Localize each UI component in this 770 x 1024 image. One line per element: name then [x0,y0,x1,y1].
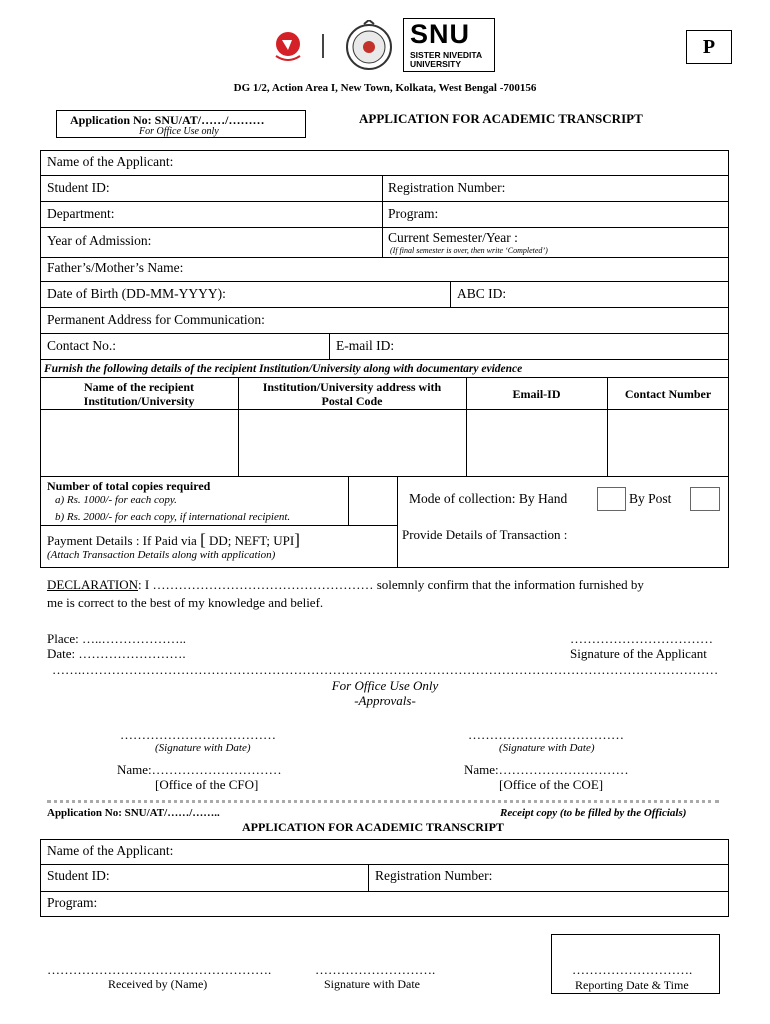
copies-option-b-text: Rs. 2000/- for each copy, if international recipient. [66,511,291,523]
current-semester-note: (If final semester is over, then write ‘Completed’) [390,246,548,255]
recipient-col-name-line1: Name of the recipient [83,380,195,394]
recipient-col-address-line1: Institution/University address with [262,380,442,394]
recipient-col-address [238,380,466,408]
department-label: Department: [47,206,115,221]
mode-collection-label: Mode of collection: By Hand [409,491,568,506]
form-title: APPLICATION FOR ACADEMIC TRANSCRIPT [359,111,643,126]
application-no-box [56,110,306,138]
snu-logo-line2: UNIVERSITY [410,59,462,69]
registration-label: Registration Number: [388,180,506,195]
dob-label: Date of Birth (DD-MM-YYYY): [47,286,226,301]
applicant-signature-dots: …………………………… [570,631,713,646]
receipt-signature-label: Signature with Date [324,977,420,991]
receipt-name-label: Name of the Applicant: [47,843,174,858]
snu-logo [403,18,495,72]
abc-id-label: ABC ID: [457,286,507,301]
cut-line [47,800,719,803]
declaration-text1: : I …………………………………………… solemnly confirm that the information furnished by [138,577,644,592]
cfo-name-field: Name:………………………… [117,762,282,777]
receipt-registration-label: Registration Number: [375,868,493,883]
university-seal [340,20,398,72]
application-no: Application No: SNU/AT/……/……… [70,113,265,127]
form-code-box [686,30,732,64]
coe-signature-label: (Signature with Date) [499,742,595,754]
copies-option-b-marker: b) [55,511,65,523]
by-post-label: By Post [629,491,672,506]
receipt-title: APPLICATION FOR ACADEMIC TRANSCRIPT [242,820,504,834]
recipient-col-contact: Contact Number [624,387,712,401]
received-by-dots: ……………………………………………. [47,962,272,977]
declaration-line2: me is correct to the best of my knowledge and belief. [47,595,324,610]
receipt-student-id-label: Student ID: [47,868,110,883]
reporting-dots: ………………………. [572,962,693,977]
permanent-address-label: Permanent Address for Communication: [47,312,265,327]
coe-signature-dots: ……………………………… [468,727,624,742]
transaction-label: Provide Details of Transaction : [402,527,568,542]
form-code: P [702,36,716,58]
date-field: Date: ……………………. [47,646,186,661]
logo-divider [322,34,324,58]
left-logo [268,26,308,66]
year-admission-label: Year of Admission: [47,233,152,248]
copies-option-a-text: Rs. 1000/- for each copy. [66,494,177,506]
approvals-heading: -Approvals- [354,693,416,708]
recipient-col-name-line2: Institution/University [83,394,195,408]
receipt-application-no: Application No: SNU/AT/……/…….. [47,807,220,819]
cfo-signature-label: (Signature with Date) [155,742,251,754]
payment-methods: DD; NEFT; UPI [209,533,295,548]
copies-option-b [55,511,290,523]
copies-heading: Number of total copies required [47,479,211,493]
declaration-line1 [47,577,644,593]
place-field: Place: …..……………….. [47,631,187,646]
copies-option-a-marker: a) [55,494,65,506]
receipt-program-label: Program: [47,895,98,910]
by-post-checkbox[interactable] [690,487,720,511]
by-hand-checkbox[interactable] [597,487,626,511]
university-address: DG 1/2, Action Area I, New Town, Kolkata, West Bengal -700156 [233,82,537,94]
recipient-col-email: Email-ID [512,387,561,401]
applicant-name-label: Name of the Applicant: [47,154,174,169]
receipt-signature-dots: ………………………. [315,962,436,977]
coe-office-label: [Office of the COE] [499,777,604,792]
declaration-label: DECLARATION [47,577,138,592]
coe-name-field: Name:………………………… [464,762,629,777]
payment-note: (Attach Transaction Details along with application) [47,549,276,561]
section-divider: …….………………………………………………………………………………………………………………………………… [52,662,719,677]
recipient-instruction: Furnish the following details of the recipient Institution/University along with documentary evidence [44,363,523,375]
cfo-signature-dots: ……………………………… [120,727,276,742]
cfo-office-label: [Office of the CFO] [155,777,259,792]
contact-label: Contact No.: [47,338,116,353]
copies-option-a [55,494,177,506]
received-by-label: Received by (Name) [108,977,208,991]
student-id-label: Student ID: [47,180,110,195]
reporting-label: Reporting Date & Time [575,978,689,992]
recipient-col-name [40,380,238,408]
applicant-signature-label: Signature of the Applicant [570,646,707,661]
payment-label: Payment Details : If Paid via [47,533,197,548]
office-use-heading: For Office Use Only [331,678,439,693]
office-use-note: For Office Use only [139,126,219,137]
snu-logo-text: SNU [410,19,471,49]
payment-details: Payment Details : If Paid via [ DD; NEFT; UPI] [47,530,300,549]
recipient-col-address-line2: Postal Code [321,394,383,408]
receipt-note: Receipt copy (to be filled by the Officials) [500,807,687,819]
email-label: E-mail ID: [336,338,395,353]
program-label: Program: [388,206,439,221]
current-semester-label: Current Semester/Year : [388,230,518,245]
snu-logo-line1: SISTER NIVEDITA [410,50,483,60]
parent-name-label: Father’s/Mother’s Name: [47,260,184,275]
